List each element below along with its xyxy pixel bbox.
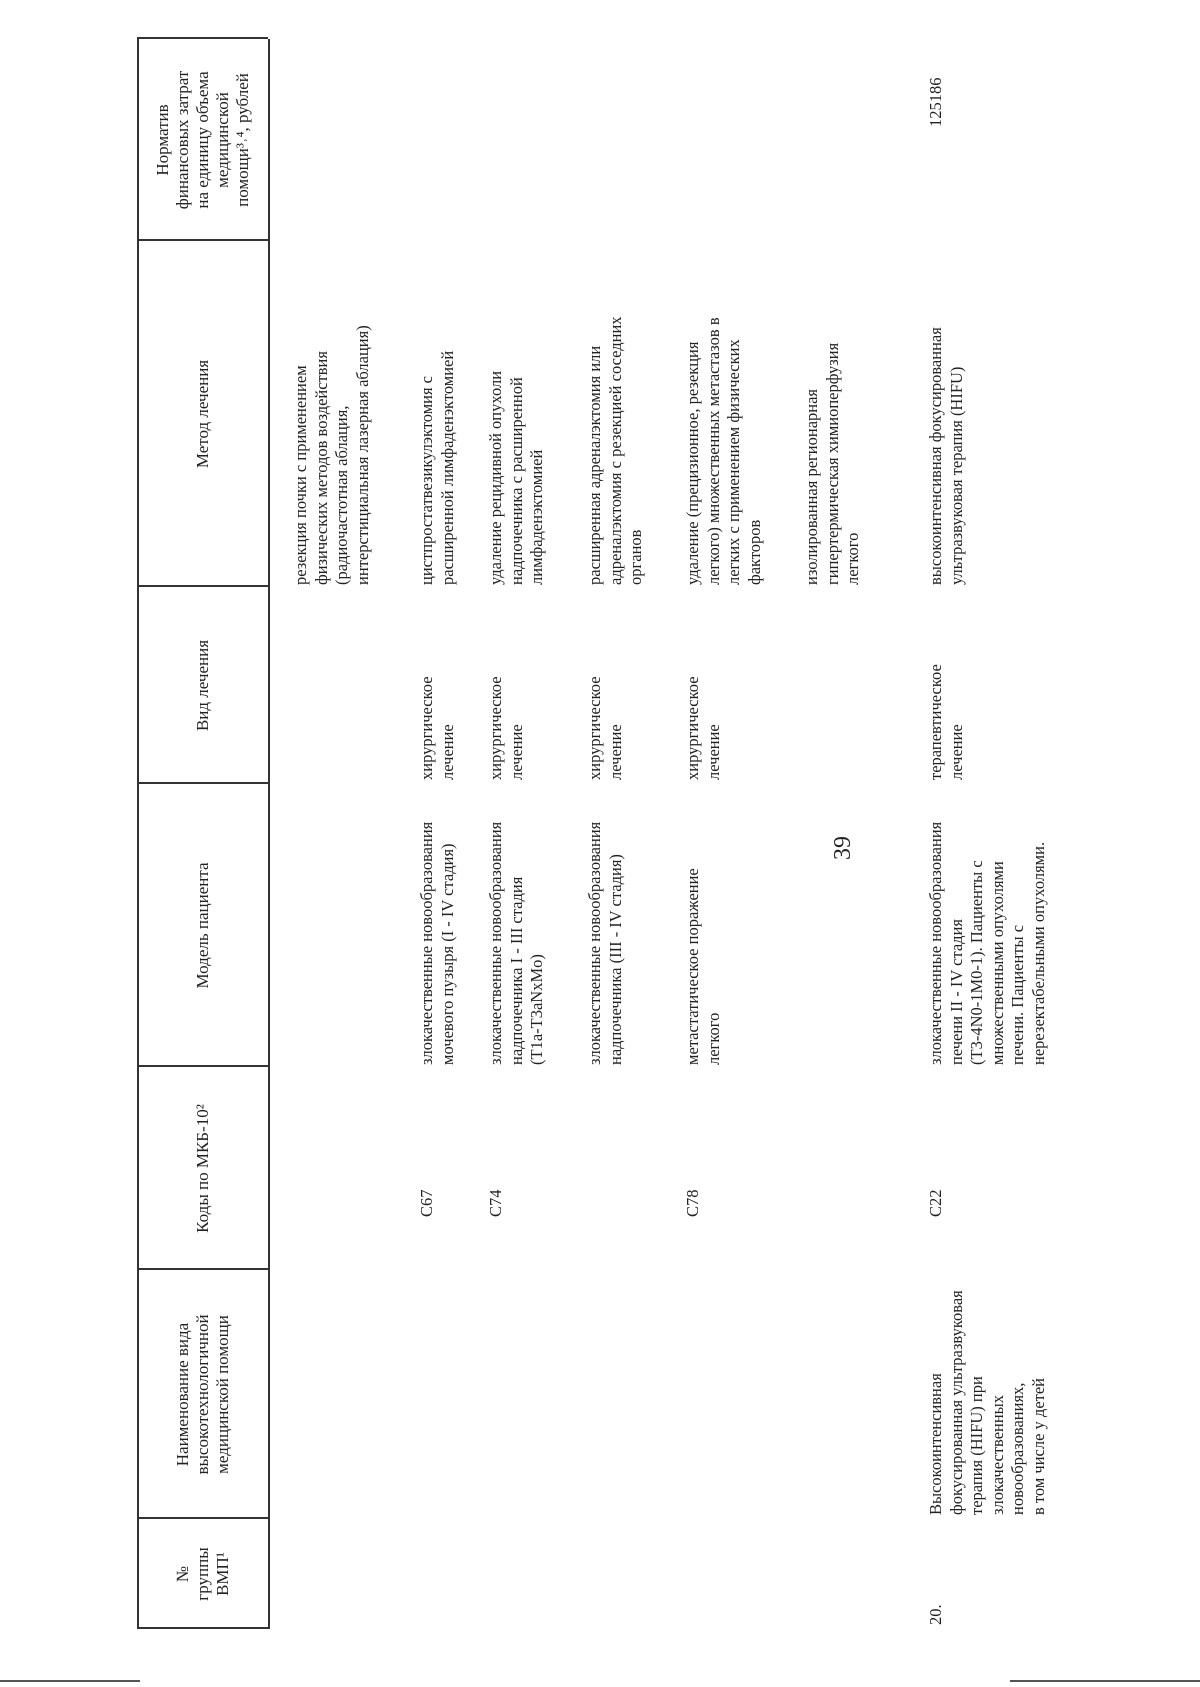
header-patient-model-text: Модель пациента: [192, 862, 212, 989]
header-cost-norm-text: Норматив финансовых затрат на единицу объема медицинской помощи³˒⁴, рублей: [152, 70, 252, 210]
column-divider-6: [137, 586, 268, 588]
row-6-method: высокоинтенсивная фокусированная ультразвуковая терапия (HIFU): [926, 327, 966, 585]
page-number: 39: [830, 836, 856, 860]
scan-edge-left: [0, 1680, 140, 1682]
row-6-model: злокачественные новообразования печени II - IV стадия (T3-4N0-1M0-1). Пациенты с множественными опухолями печени. Пациенты с нерезектабельными опухолями.: [926, 821, 1048, 1065]
column-divider-8: [137, 38, 268, 40]
row-4-type: хирургическое лечение: [683, 676, 723, 780]
header-vmp-name-text: Наименование вида высокотехнологичной медицинской помощи: [172, 1314, 232, 1475]
row-4-model: метастатическое поражение легкого: [683, 868, 723, 1065]
header-cost-norm: [139, 41, 266, 239]
row-6-cost: 125186: [926, 77, 945, 127]
row-1-icd: C67: [417, 1189, 436, 1217]
column-divider-3: [137, 1269, 268, 1271]
column-divider-4: [137, 1066, 268, 1068]
row-2-method: удаление рецидивной опухоли надпочечника с расширенной лимфаденэктомией: [486, 370, 546, 585]
row-3-type: хирургическое лечение: [585, 676, 625, 780]
header-group-number: [139, 1521, 266, 1627]
header-icd-codes: [139, 1069, 266, 1268]
header-treatment-type-text: Вид лечения: [192, 639, 212, 732]
row-4-icd: C78: [683, 1189, 702, 1217]
row-4-method: удаление (прецизионное, резекция легкого) множественных метастазов в легких с применением физических факторов: [683, 317, 764, 585]
column-divider-5: [137, 783, 268, 785]
header-vmp-name: [139, 1272, 266, 1517]
row-1-method: цистпростатвезикулэктомия с расширенной лимфаденэктомией: [417, 350, 457, 585]
row-6-icd: C22: [926, 1189, 945, 1217]
row-6-vmp-name: Высокоинтенсивная фокусированная ультразвуковая терапия (HIFU) при злокачественных новообразованиях, в том числе у детей: [926, 1290, 1048, 1515]
row-1-model: злокачественные новообразования мочевого пузыря (I - IV стадия): [417, 821, 457, 1065]
header-treatment-method-text: Метод лечения: [192, 359, 212, 469]
column-divider-7: [137, 240, 268, 242]
header-bottom-border: [268, 39, 270, 1629]
row-3-method: расширенная адреналэктомия или адреналэктомия с резекцией соседних органов: [585, 316, 645, 585]
column-divider-1: [137, 1628, 268, 1630]
header-group-number-text: № группы ВМП¹: [172, 1547, 232, 1601]
row-2-type: хирургическое лечение: [486, 676, 526, 780]
column-divider-2: [137, 1518, 268, 1520]
scan-edge-right: [1010, 1680, 1200, 1682]
header-treatment-method: [139, 243, 266, 585]
row-6-type: терапевтическое лечение: [926, 664, 966, 780]
row-0-method: резекция почки с применением физических методов воздействия (радиочастотная аблация, интерстициальная лазерная аблация): [291, 325, 372, 585]
row-2-model: злокачественные новообразования надпочечника I - III стадия (T1a-T3aNxMo): [486, 821, 546, 1065]
row-6-group-number: 20.: [926, 1604, 945, 1625]
header-treatment-type: [139, 589, 266, 782]
row-2-icd: C74: [486, 1189, 505, 1217]
row-1-type: хирургическое лечение: [417, 676, 457, 780]
row-5-method: изолированная регионарная гипертермическая химиоперфузия легкого: [802, 342, 862, 585]
row-3-model: злокачественные новообразования надпочечника (III - IV стадия): [585, 821, 625, 1065]
header-icd-codes-text: Коды по МКБ-10²: [192, 1104, 212, 1233]
header-patient-model: [139, 786, 266, 1065]
